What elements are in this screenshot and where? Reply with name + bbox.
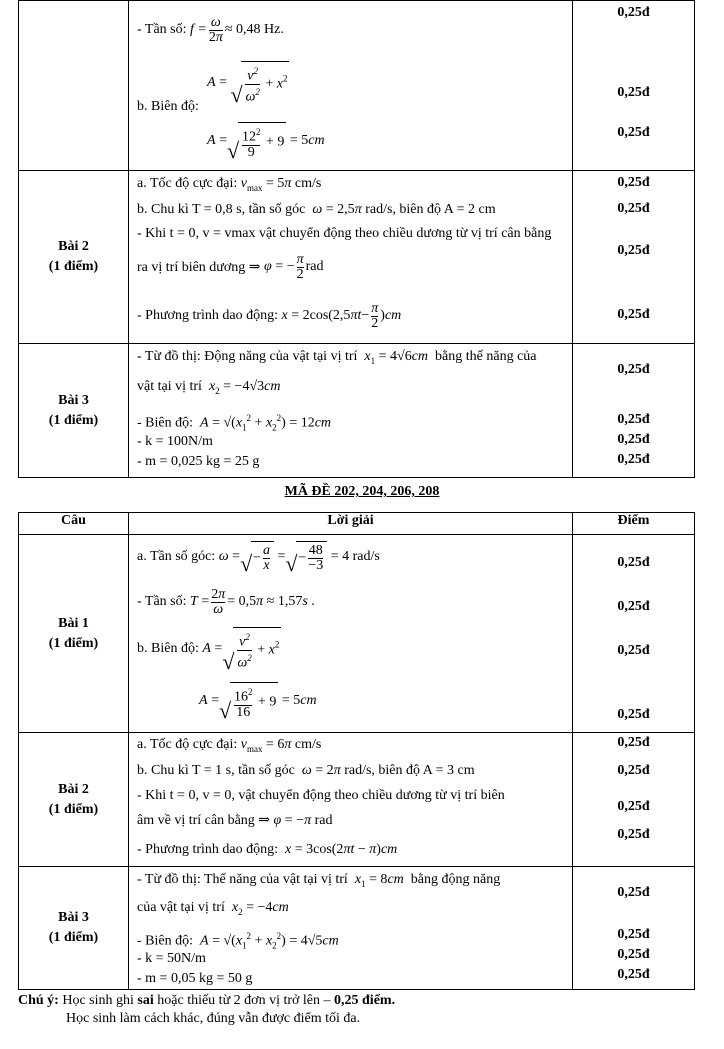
formula: f = [190, 22, 207, 37]
question-cell [19, 867, 129, 990]
question-cell [19, 344, 129, 478]
solution-text: - Phương trình dao động: [137, 842, 278, 857]
solution-text: - m = 0,025 kg = 25 g [137, 454, 260, 469]
question-points: (1 điểm) [48, 801, 99, 817]
solution-text: - Tần số: [137, 22, 187, 37]
points-value: 0,25đ [617, 799, 650, 814]
note-points: 0,25 điểm. [334, 993, 396, 1008]
footnote [18, 992, 395, 1028]
points-value: 0,25đ [617, 735, 650, 750]
answer-table-1 [18, 0, 695, 478]
formula: v [240, 176, 247, 191]
table-row [19, 171, 695, 344]
points-value: 0,25đ [617, 432, 650, 447]
points-value: 0,25đ [617, 125, 650, 140]
points-value: 0,25đ [617, 307, 650, 322]
solution-text: - Tần số: [137, 594, 187, 609]
solution-text: - k = 50N/m [137, 951, 206, 966]
note-emphasis: sai [137, 993, 154, 1008]
solution-text: b. Biên độ: [137, 99, 199, 114]
question-points: (1 điểm) [48, 259, 99, 274]
solution-cell: a. Tốc độ cực đại: $v_{max} = 5\pi$ cm/s b. Chu kì T = 0,8 s, tần số góc ω = 2,5π rad/s, biên độ A = 2 cm - Khi t = 0, v = vmax vật chuyển động theo chiều dương từ vị trí cân bằng ra vị trí biên dương ⇒ φ = − $\frac{\pi}{2}$ rad - Phương trình dao động: x = 2cos(2,5 πt − $\frac{\pi}{2}$ ) cm [129, 171, 573, 344]
solution-text: b. Chu kì T = 1 s, tần số góc [137, 763, 295, 778]
points-value: 0,25đ [617, 947, 650, 962]
column-header-points: Điểm [573, 513, 695, 535]
points-cell [573, 344, 695, 478]
solution-text: - Khi t = 0, v = 0, vật chuyển động theo chiều dương từ vị trí biên [137, 788, 505, 803]
points-value: 0,25đ [617, 927, 650, 942]
formula: A = √ $\frac{12^2}{9}$ + 9 = 5 cm [129, 115, 572, 167]
question-title: Bài 2 [58, 239, 89, 254]
points-value: 0,25đ [617, 243, 650, 258]
column-header-solution: Lời giải [129, 513, 573, 535]
question-title: Bài 2 [58, 781, 89, 797]
points-value: 0,25đ [617, 5, 650, 20]
points-value: 0,25đ [617, 412, 650, 427]
points-value: 0,25đ [617, 85, 650, 100]
solution-text: b. Biên độ: [137, 641, 199, 656]
note-label: Chú ý: [18, 993, 59, 1008]
formula: A = √ $\frac{v^2}{\omega^2}$ + $x^2$ [207, 61, 289, 104]
table-row [19, 733, 695, 867]
question-cell-empty [19, 1, 129, 171]
solution-text: - Phương trình dao động: [137, 308, 278, 323]
points-cell [573, 1, 695, 171]
solution-text: - k = 100N/m [137, 434, 213, 449]
points-value: 0,25đ [617, 555, 650, 570]
formula-fraction: $\frac{\omega}{2\pi}$ [208, 14, 223, 45]
points-value: 0,25đ [617, 201, 650, 216]
solution-text: a. Tốc độ cực đại: [137, 176, 238, 191]
solution-text: - Biên độ: [137, 415, 193, 431]
points-value: 0,25đ [617, 763, 650, 778]
points-cell [573, 535, 695, 733]
solution-text: - Khi t = 0, v = vmax vật chuyển động theo chiều dương từ vị trí cân bằng [137, 226, 552, 241]
question-title: Bài 1 [58, 615, 89, 631]
table-row [19, 1, 695, 171]
solution-cell: - Từ đồ thị: Động năng của vật tại vị trí $x_1 = 4√6cm$ bằng thế năng của vật tại vị trí $x_2 = -4√3cm$ - Biên độ: $A = √(x_1^2 + x_2^2) = 12cm$ - k = 100N/m - m = 0,025 kg = 25 g [129, 344, 573, 478]
solution-text: a. Tần số góc: [137, 549, 216, 564]
answer-table-2 [18, 512, 695, 990]
solution-cell: - Từ đồ thị: Thế năng của vật tại vị trí $x_1 = 8cm$ bằng động năng của vật tại vị trí $x_2 = -4cm$ - Biên độ: $A = √(x_1^2 + x_2^2) = 4√5cm$ - k = 50N/m - m = 0,05 kg = 50 g [129, 867, 573, 990]
solution-text: a. Tốc độ cực đại: [137, 737, 238, 752]
question-title: Bài 3 [58, 392, 89, 408]
points-cell [573, 867, 695, 990]
table-row [19, 867, 695, 990]
question-cell [19, 535, 129, 733]
points-value: 0,25đ [617, 827, 650, 842]
question-cell [19, 171, 129, 344]
solution-text: - Biên độ: [137, 933, 193, 949]
points-value: 0,25đ [617, 362, 650, 377]
points-value: 0,25đ [617, 707, 650, 722]
question-points: (1 điểm) [48, 412, 99, 428]
question-cell [19, 733, 129, 867]
points-value: 0,25đ [617, 175, 650, 190]
solution-cell: a. Tốc độ cực đại: $v_{max} = 6\pi$ cm/s b. Chu kì T = 1 s, tần số góc ω = 2π rad/s, biên độ A = 3 cm - Khi t = 0, v = 0, vật chuyển động theo chiều dương từ vị trí biên âm về vị trí cân bằng ⇒ φ = −π rad - Phương trình dao động: x = 3cos(2πt − π)cm [129, 733, 573, 867]
points-cell [573, 171, 695, 344]
note-text: Học sinh làm cách khác, đúng vẫn được điểm tối đa. [66, 1011, 361, 1026]
points-value: 0,25đ [617, 643, 650, 658]
points-value: 0,25đ [617, 885, 650, 900]
column-header-question: Câu [19, 513, 129, 535]
solution-text: - m = 0,05 kg = 50 g [137, 971, 253, 986]
solution-cell [129, 1, 573, 171]
question-title: Bài 3 [58, 910, 89, 925]
formula: ≈ 0,48 Hz. [224, 22, 284, 37]
section-heading: MÃ ĐỀ 202, 204, 206, 208 [284, 484, 440, 499]
table-row [19, 344, 695, 478]
table-header-row [19, 513, 695, 535]
solution-text: b. Chu kì T = 0,8 s, tần số góc [137, 202, 306, 217]
solution-cell: a. Tần số góc: ω = √ − $\frac{a}{x}$ = √ − $\frac{48}{-3}$ = 4 rad/s - Tần số: T = $\frac{2\pi}{\omega}$ = 0,5 π ≈ 1,57 s . b. Biên độ: A = √ $\frac{v^2}{\omega^2}$ + $x^2$ A = √ $\frac{16^2}{16}$ + 9 = 5 cm [129, 535, 573, 733]
note-text: Học sinh ghi [62, 993, 134, 1008]
points-value: 0,25đ [617, 967, 650, 982]
points-cell [573, 733, 695, 867]
points-value: 0,25đ [617, 452, 650, 467]
note-text: hoặc thiếu từ 2 đơn vị trở lên – [157, 993, 331, 1008]
table-row [19, 535, 695, 733]
points-value: 0,25đ [617, 599, 650, 614]
question-points: (1 điểm) [48, 635, 99, 651]
question-points: (1 điểm) [48, 930, 99, 945]
